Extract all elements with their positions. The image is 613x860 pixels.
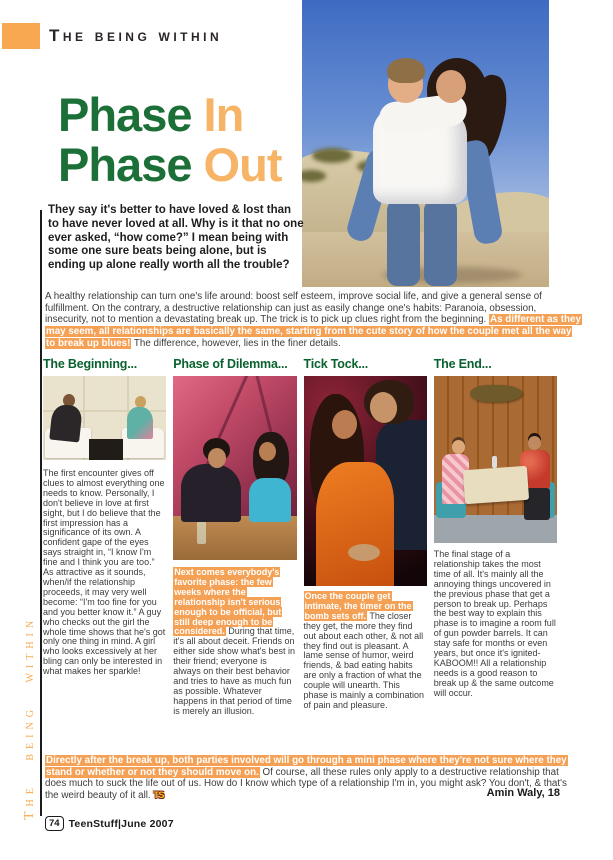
- sidebar-vertical-label: The being within: [22, 615, 37, 820]
- column-the-end: [434, 357, 557, 717]
- woman-head: [452, 440, 465, 454]
- man-dark-suit: [181, 464, 241, 522]
- vertical-rule: [40, 210, 42, 816]
- column-body: [173, 568, 296, 717]
- woman-teal-top: [249, 478, 291, 522]
- lede-text-end: The difference, however, lies in the finer details.: [131, 337, 341, 349]
- drink-glass: [197, 520, 206, 544]
- column-tick-tock: [304, 357, 427, 717]
- section-accent-box: [2, 23, 40, 49]
- coffee-table: [89, 439, 123, 460]
- teenstuff-logo-glyph: TS: [153, 790, 164, 801]
- column-heading: Phase of Dilemma...: [173, 357, 288, 371]
- column-phase-of-dilemma: [173, 357, 296, 717]
- standfirst: They say it's better to have loved & lost than to have never loved at all. Why is it that no one ever asked, “how come?” I mean being with some one sure beats being alone, but is ending up alone really worth all the trouble?: [48, 204, 304, 272]
- salt-shaker: [492, 456, 497, 468]
- photo-couple-flirting-at-bar: [173, 376, 296, 560]
- hero-photo-couple-piggyback-beach: [302, 0, 549, 287]
- column-text: The closer they get, the more they find out about each other, & not all they find out is pleasant. A lame sense of humor, weird friends, & bad eating habits are only a fraction of what the couple will unearth. This phase is mainly a combination of pain and pleasure.: [303, 610, 425, 710]
- woman-orange-dress: [316, 462, 394, 586]
- column-highlight: Next comes everybody's favorite phase: the few weeks where the relationship isn't serious enough to be official, but still deep enough to be considered.: [174, 567, 282, 637]
- woman-head: [436, 70, 466, 103]
- man-head: [528, 436, 541, 450]
- column-text: During that time, it's all about deceit. Friends on either side show what's best in their friend; everyone is always on their best behavior and tries to have as much fun as possible. Whatever happens in that period of time is merely an illusion.: [173, 626, 296, 716]
- page-number: 74: [45, 816, 64, 831]
- clasped-hands: [348, 544, 380, 561]
- man-dark-jacket: [49, 404, 83, 443]
- man-jeans-leg: [424, 200, 457, 286]
- column-the-beginning: [43, 357, 166, 717]
- title-word-out: Out: [203, 138, 282, 191]
- photo-couple-first-meeting-sofas: [43, 376, 166, 460]
- byline: Amin Waly, 18: [486, 787, 560, 799]
- photo-couple-dancing-close: [304, 376, 427, 586]
- page-footer: [45, 816, 174, 831]
- phase-columns: [43, 357, 557, 717]
- couple-figures: [357, 52, 517, 287]
- lede-text: A healthy relationship can turn one's life around: boost self esteem, improve social life, and give a general sense of fulfillment. On the contrary, a destructive relationship can just as easily change one's habits: Paranoia, obsession, insecurity, not to mention a devastating break up. The trick is to pick up clues right from the beginning.: [45, 291, 542, 326]
- column-heading: Tick Tock...: [303, 357, 369, 371]
- photo-couple-apart-diner-booth: [434, 376, 557, 543]
- lede-paragraph: [45, 291, 582, 350]
- title-word-phase: Phase: [58, 88, 192, 141]
- man-hair: [387, 58, 425, 83]
- title-word-phase: Phase: [58, 138, 192, 191]
- column-heading: The Beginning...: [43, 357, 138, 371]
- column-text: The final stage of a relationship takes the most time of all. It's mainly all the annoying things uncovered in the previous phase that get a person to break up. Perhaps the best way to explain this phase is to imagine a room full of gun powder barrels. It can stay safe for months or even years, but once it's ignited-KABOOM!! All a relationship needs is a good reason to break up & the same outcome will occur.: [433, 549, 556, 698]
- bar-counter: [173, 516, 296, 560]
- woman-floral-dress: [127, 407, 153, 439]
- column-body: [434, 550, 557, 699]
- column-body: [304, 592, 427, 711]
- diner-table: [463, 466, 529, 504]
- dune-grass: [312, 148, 352, 163]
- column-heading: The End...: [433, 357, 492, 371]
- closing-text: Of course, all these rules only apply to a destructive relationship that does much to suck the life out of us. How do I know which type of a relationship I'm in, you might ask? You don't, & that's the weird beauty of it all.: [45, 766, 567, 802]
- article-title: [58, 90, 281, 190]
- magazine-issue-label: TeenStuff|June 2007: [68, 817, 174, 830]
- title-word-in: In: [203, 88, 244, 141]
- section-title: The being within: [49, 26, 223, 45]
- lede-highlight: As different as they may seem, all relationships are basically the same, starting from the cute story of how the couple met all the way to break up blues!: [46, 314, 581, 349]
- man-jeans-leg: [387, 200, 420, 286]
- closing-highlight: Directly after the break up, both parties involved will go through a mini phase where they're not sure where they stand or whether or not they should move on.: [46, 755, 567, 778]
- mounted-fish-trophy: [470, 385, 522, 402]
- column-body: [43, 469, 166, 677]
- column-text: The first encounter gives off clues to almost everything one needs to know. Personally, I don't believe in love at first sight, but I do believe that the first impression has a significance of its own. A confident gape of the eyes says straight in, “I know I'm fine and I think you are too.” As attractive as it sounds, when/if the relationship proceeds, it may very well become: “I'm too fine for you and you better know it.” A guy who checks out the girl the whole time shows that he's got only one thing in mind. A girl who looks excessively at her bling can only be interested in what makes her sparkle!: [43, 468, 166, 677]
- column-highlight: Once the couple get intimate, the timer on the bomb sets off.: [304, 591, 412, 621]
